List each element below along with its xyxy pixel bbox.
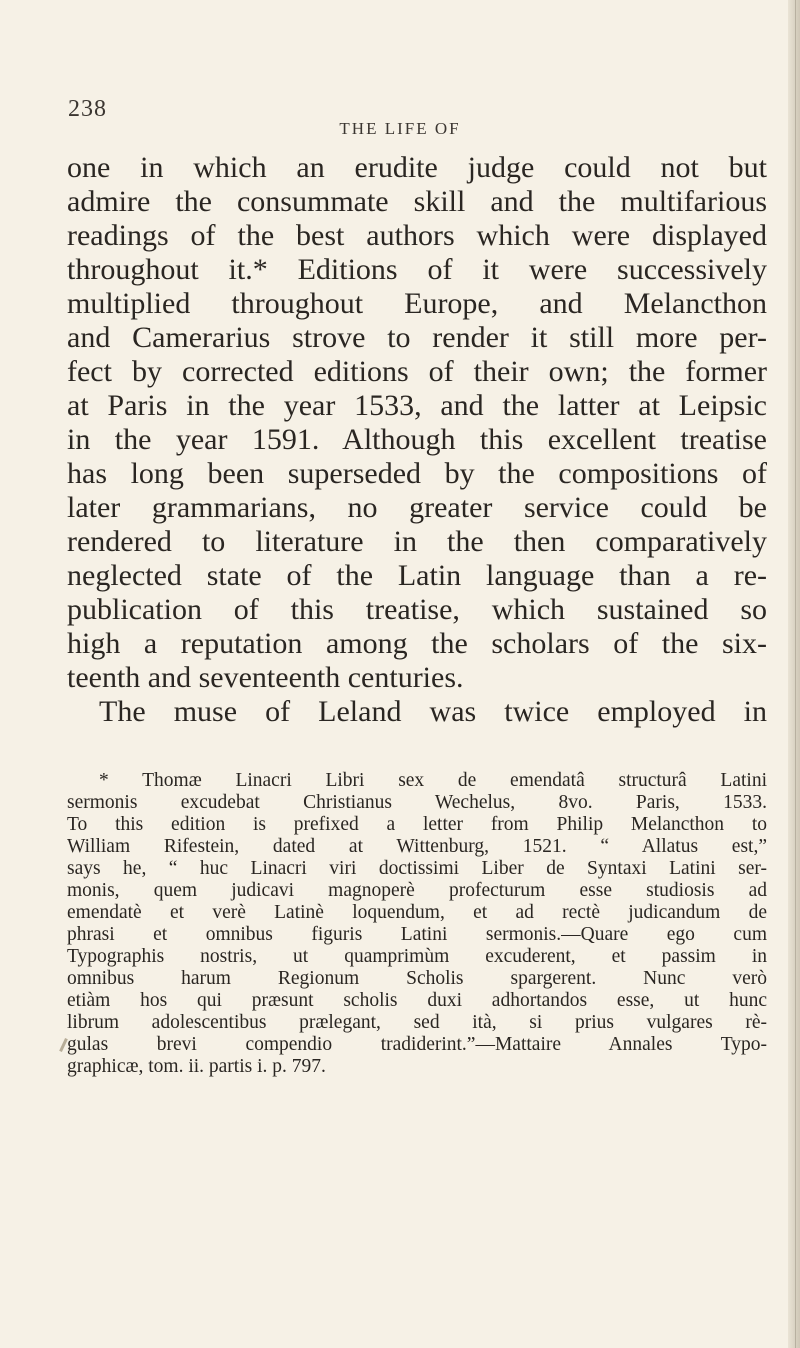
footnote-line: gulas brevi compendio tradiderint.”—Mattaire Annales Typo-: [67, 1034, 767, 1055]
body-line: multiplied throughout Europe, and Melancthon: [67, 287, 767, 320]
body-line: throughout it.* Editions of it were successively: [67, 253, 767, 286]
footnote-line: says he, “ huc Linacri viri doctissimi Liber de Syntaxi Latini ser-: [67, 858, 767, 879]
page-edge-line: [795, 0, 796, 1348]
body-line: The muse of Leland was twice employed in: [99, 695, 767, 728]
footnote-line: To this edition is prefixed a letter from Philip Melancthon to: [67, 814, 767, 835]
footnote-line: William Rifestein, dated at Wittenburg, 1521. “ Allatus est,”: [67, 836, 767, 857]
footnote-line: librum adolescentibus prælegant, sed ità, si prius vulgares rè-: [67, 1012, 767, 1033]
body-line: admire the consummate skill and the multifarious: [67, 185, 767, 218]
body-line: at Paris in the year 1533, and the latter at Leipsic: [67, 389, 767, 422]
body-line: one in which an erudite judge could not but: [67, 151, 767, 184]
footnote-line: omnibus harum Regionum Scholis spargerent. Nunc verò: [67, 968, 767, 989]
body-line: high a reputation among the scholars of the six-: [67, 627, 767, 660]
body-line: readings of the best authors which were displayed: [67, 219, 767, 252]
body-line: neglected state of the Latin language than a re-: [67, 559, 767, 592]
running-head: THE LIFE OF: [339, 119, 461, 138]
body-line: publication of this treatise, which sustained so: [67, 593, 767, 626]
footnote-line: * Thomæ Linacri Libri sex de emendatâ structurâ Latini: [99, 770, 767, 791]
footnote-line: phrasi et omnibus figuris Latini sermonis.—Quare ego cum: [67, 924, 767, 945]
page-number: 238: [68, 96, 107, 122]
footnote-line: sermonis excudebat Christianus Wechelus, 8vo. Paris, 1533.: [67, 792, 767, 813]
footnote-line: Typographis nostris, ut quamprimùm excuderent, et passim in: [67, 946, 767, 967]
page-edge-shadow: [788, 0, 800, 1348]
body-line: rendered to literature in the then comparatively: [67, 525, 767, 558]
footnote-line: monis, quem judicavi magnoperè profecturum esse studiosis ad: [67, 880, 767, 901]
body-line: later grammarians, no greater service could be: [67, 491, 767, 524]
footnote-line: graphicæ, tom. ii. partis i. p. 797.: [67, 1056, 326, 1077]
footnote-line: emendatè et verè Latinè loquendum, et ad rectè judicandum de: [67, 902, 767, 923]
body-line: has long been superseded by the compositions of: [67, 457, 767, 490]
footnote-line: etiàm hos qui præsunt scholis duxi adhortandos esse, ut hunc: [67, 990, 767, 1011]
body-line: fect by corrected editions of their own; the former: [67, 355, 767, 388]
body-line: in the year 1591. Although this excellent treatise: [67, 423, 767, 456]
body-line: and Camerarius strove to render it still more per-: [67, 321, 767, 354]
body-line: teenth and seventeenth centuries.: [67, 661, 464, 694]
